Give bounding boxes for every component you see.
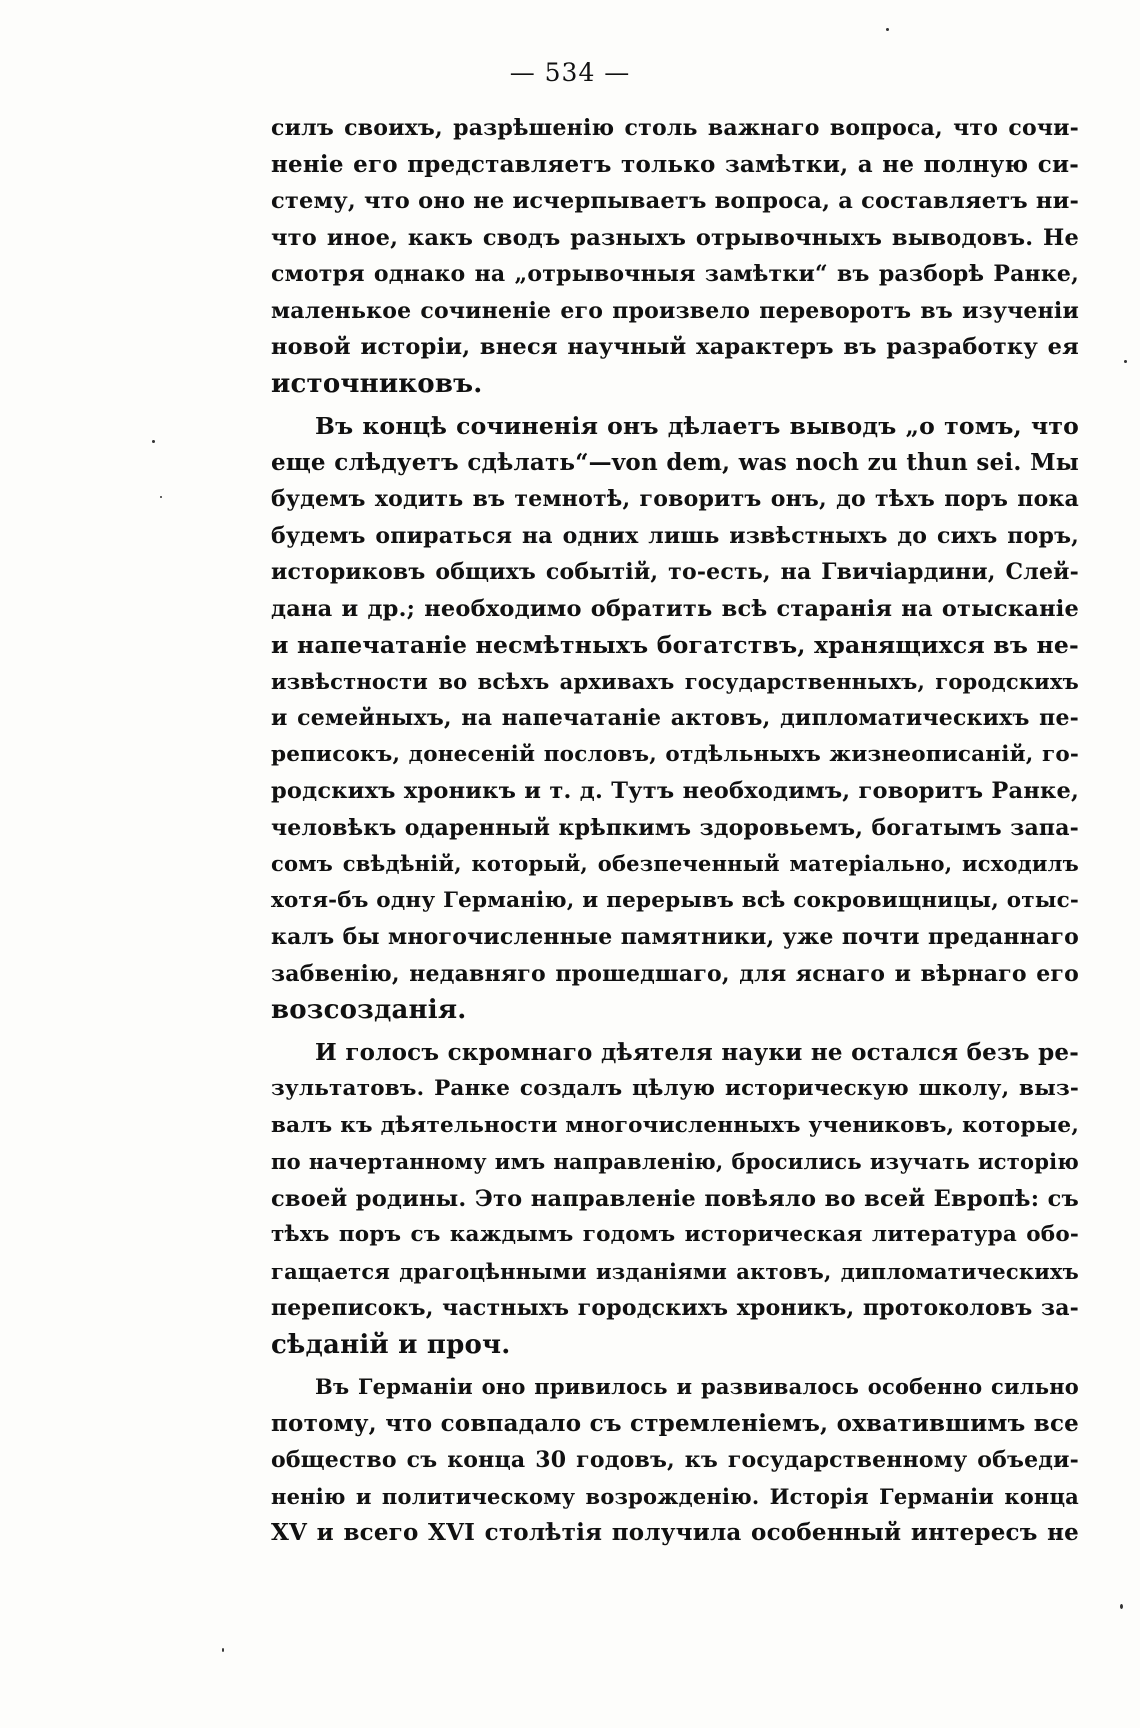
scan-speck (886, 28, 889, 31)
text-line: возсозданія. (271, 995, 467, 1025)
text-line: Въ концѣ сочиненія онъ дѣлаетъ выводъ „о томъ, что (315, 412, 1079, 440)
text-line: силъ своихъ, разрѣшенію столь важнаго вопроса, что сочи- (271, 115, 1079, 141)
scan-speck (1120, 1604, 1123, 1609)
text-line: еще слѣдуетъ сдѣлать“—von dem, was noch zu thun sei. Мы (271, 448, 1079, 476)
text-line: по начертанному имъ направленію, бросились изучать исторію (271, 1149, 1079, 1174)
text-line: и напечатаніе несмѣтныхъ богатствъ, хранящихся въ не- (271, 631, 1079, 659)
text-line: Въ Германіи оно привилось и развивалось особенно сильно (315, 1374, 1079, 1399)
text-line: будемъ ходить въ темнотѣ, говоритъ онъ, до тѣхъ поръ пока (271, 486, 1079, 512)
text-line: переписокъ, частныхъ городскихъ хроникъ, протоколовъ за- (271, 1295, 1079, 1321)
text-line: новой исторіи, внеся научный характеръ въ разработку ея (271, 334, 1079, 360)
text-line: общество съ конца 30 годовъ, къ государственному объеди- (271, 1447, 1079, 1473)
text-line: реписокъ, донесеній пословъ, отдѣльныхъ жизнеописаній, го- (271, 741, 1079, 767)
text-line: историковъ общихъ событій, то-есть, на Гвичіардини, Слей- (271, 559, 1079, 585)
text-line: потому, что совпадало съ стремленіемъ, охватившимъ все (271, 1409, 1079, 1437)
text-line: хотя-бъ одну Германію, и перерывъ всѣ сокровищницы, отыс- (271, 887, 1079, 913)
text-line: XV и всего XVI столѣтія получила особенный интересъ не (271, 1519, 1079, 1546)
text-line: ненію и политическому возрожденію. Исторія Германіи конца (271, 1483, 1079, 1509)
scan-speck (222, 1648, 224, 1652)
text-line: сомъ свѣдѣній, который, обезпеченный матеріально, исходилъ (271, 851, 1079, 876)
paragraph-1 (271, 110, 1079, 402)
page-number: — 534 — (509, 58, 631, 87)
text-line: что иное, какъ сводъ разныхъ отрывочныхъ выводовъ. Не (271, 224, 1079, 251)
scan-speck (152, 440, 155, 443)
scan-speck (160, 496, 162, 498)
text-line: родскихъ хроникъ и т. д. Тутъ необходимъ, говоритъ Ранке, (271, 778, 1079, 804)
text-line: калъ бы многочисленные памятники, уже почти преданнаго (271, 924, 1079, 950)
text-line: сѣданій и проч. (271, 1329, 511, 1360)
text-line: неніе его представляетъ только замѣтки, а не полную си- (271, 150, 1079, 178)
text-line: человѣкъ одаренный крѣпкимъ здоровьемъ, богатымъ запа- (271, 814, 1079, 841)
text-line: стему, что оно не исчерпываетъ вопроса, а составляетъ ни- (271, 188, 1079, 214)
text-line: дана и др.; необходимо обратить всѣ старанія на отысканіе (271, 595, 1079, 622)
text-line: валъ къ дѣятельности многочисленныхъ учениковъ, которые, (271, 1112, 1079, 1138)
paragraph-3 (271, 1035, 1079, 1364)
text-line: зультатовъ. Ранке создалъ цѣлую историческую школу, выз- (271, 1076, 1079, 1101)
text-line: своей родины. Это направленіе повѣяло во всей Европѣ: съ (271, 1185, 1079, 1212)
text-line: гащается драгоцѣнными изданіями актовъ, дипломатическихъ (271, 1258, 1079, 1284)
text-line: маленькое сочиненіе его произвело переворотъ въ изученіи (271, 297, 1079, 324)
scan-speck (1124, 360, 1127, 363)
text-line: смотря однако на „отрывочныя замѣтки“ въ разборѣ Ранке, (271, 261, 1079, 287)
paragraph-4 (271, 1369, 1079, 1552)
text-line: будемъ опираться на одних лишь извѣстныхъ до сихъ поръ, (271, 522, 1079, 549)
text-line: извѣстности во всѣхъ архивахъ государственныхъ, городскихъ (271, 668, 1079, 694)
paragraph-2 (271, 408, 1079, 1029)
text-line: забвенію, недавняго прошедшаго, для яснаго и вѣрнаго его (271, 960, 1079, 987)
text-line: источниковъ. (271, 368, 483, 399)
text-line: И голосъ скромнаго дѣятеля науки не остался безъ ре- (315, 1038, 1079, 1066)
text-line: и семейныхъ, на напечатаніе актовъ, дипломатическихъ пе- (271, 705, 1079, 731)
body-text (271, 110, 1079, 1552)
text-line: тѣхъ поръ съ каждымъ годомъ историческая литература обо- (271, 1222, 1079, 1247)
